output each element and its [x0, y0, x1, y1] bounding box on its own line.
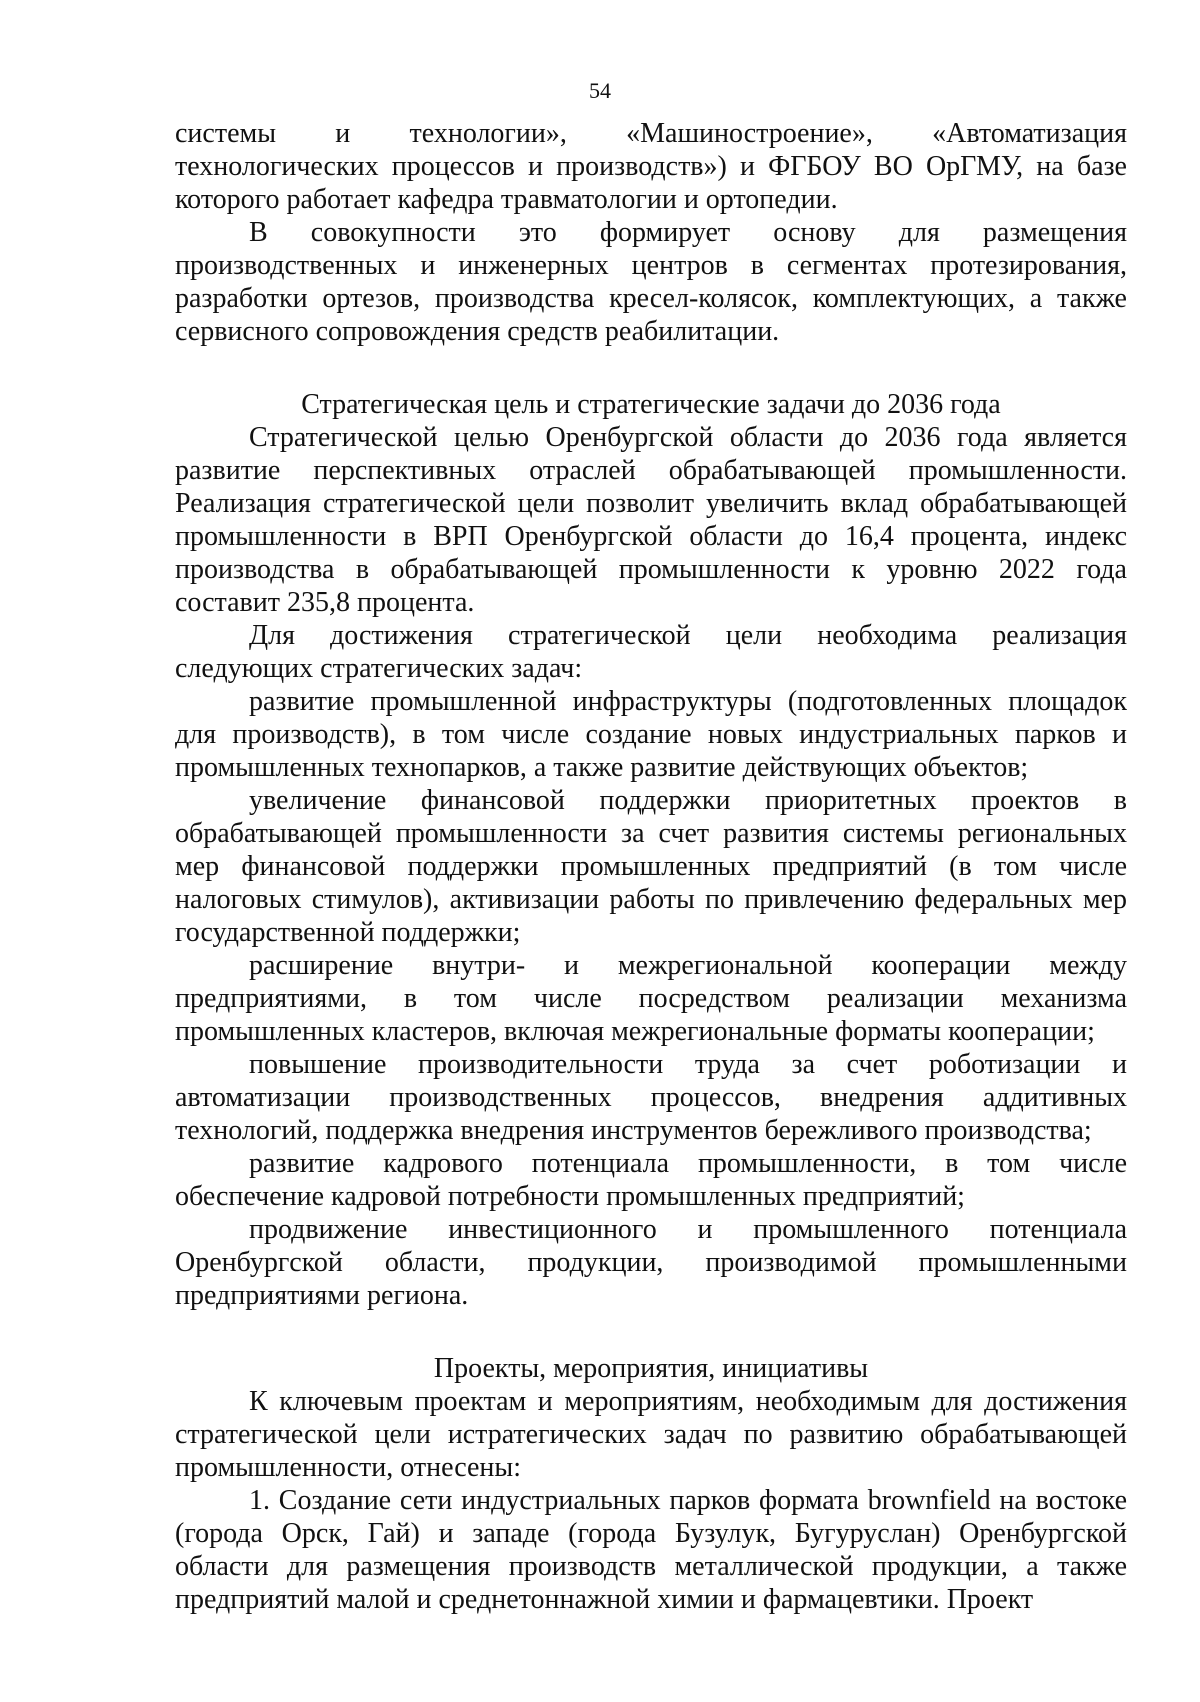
list-item-project: 1. Создание сети индустриальных парков формата brownfield на востоке (города Орск, Гай) и западе (города Бузулук, Бугуруслан) Оренбургской области для размещения производств металлической продукции, а также предприятий малой и среднетоннажной химии и фармацевтики. Проект — [175, 1485, 1127, 1615]
list-item-task: расширение внутри- и межрегиональной кооперации между предприятиями, в том числе посредством реализации механизма промышленных кластеров, включая межрегиональные форматы кооперации; — [175, 950, 1127, 1047]
paragraph: Стратегической целью Оренбургской области до 2036 года является развитие перспективных отраслей обрабатывающей промышленности. Реализация стратегической цели позволит увеличить вклад обрабатывающей промышленности в ВРП Оренбургской области до 16,4 процента, индекс производства в обрабатывающей промышленности к уровню 2022 года составит 235,8 процента. — [175, 422, 1127, 618]
list-item-task: развитие промышленной инфраструктуры (подготовленных площадок для производств), в том числе создание новых индустриальных парков и промышленных технопарков, а также развитие действующих объектов; — [175, 686, 1127, 783]
paragraph: Для достижения стратегической цели необходима реализация следующих стратегических задач: — [175, 620, 1127, 684]
list-item-task: продвижение инвестиционного и промышленного потенциала Оренбургской области, продукции, производимой промышленными предприятиями региона. — [175, 1214, 1127, 1311]
list-item-task: увеличение финансовой поддержки приоритетных проектов в обрабатывающей промышленности за счет развития системы региональных мер финансовой поддержки промышленных предприятий (в том числе налоговых стимулов), активизации работы по привлечению федеральных мер государственной поддержки; — [175, 785, 1127, 948]
list-item-task: развитие кадрового потенциала промышленности, в том числе обеспечение кадровой потребности промышленных предприятий; — [175, 1148, 1127, 1212]
paragraph: К ключевым проектам и мероприятиям, необходимым для достижения стратегической цели истратегических задач по развитию обрабатывающей промышленности, отнесены: — [175, 1386, 1127, 1483]
paragraph-continuation: системы и технологии», «Машиностроение», «Автоматизация технологических процессов и производств») и ФГБОУ ВО ОрГМУ, на базе которого работает кафедра травматологии и ортопедии. — [175, 118, 1127, 215]
list-item-task: повышение производительности труда за счет роботизации и автоматизации производственных процессов, внедрения аддитивных технологий, поддержка внедрения инструментов бережливого производства; — [175, 1049, 1127, 1146]
page-number: 54 — [589, 78, 611, 103]
section-heading-strategic-goal: Стратегическая цель и стратегические задачи до 2036 года — [301, 389, 1001, 420]
paragraph: В совокупности это формирует основу для размещения производственных и инженерных центров в сегментах протезирования, разработки ортезов, производства кресел-колясок, комплектующих, а также сервисного сопровождения средств реабилитации. — [175, 217, 1127, 347]
section-heading-projects: Проекты, мероприятия, инициативы — [433, 1353, 869, 1384]
document-body — [175, 117, 1127, 1616]
